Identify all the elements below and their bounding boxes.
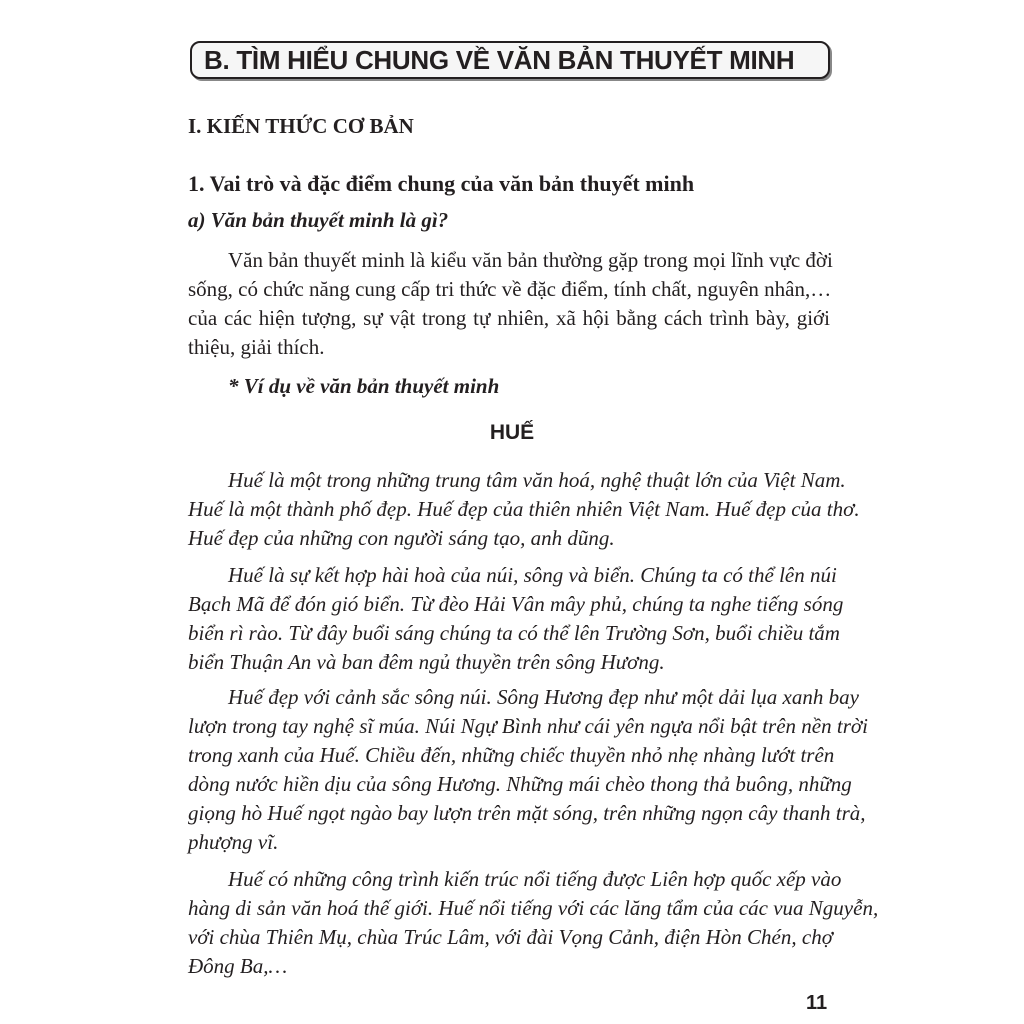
text-line: phượng vĩ. [188, 830, 279, 854]
page-number: 11 [806, 992, 828, 1014]
text-line: Bạch Mã để đón gió biển. Từ đèo Hải Vân mây phủ, chúng ta nghe tiếng sóng [188, 592, 844, 616]
intro-paragraph [188, 246, 833, 362]
text-line: sống, có chức năng cung cấp tri thức về đặc điểm, tính chất, nguyên nhân,… [188, 277, 832, 301]
text-line: của các hiện tượng, sự vật trong tự nhiên, xã hội bằng cách trình bày, giới [188, 306, 830, 330]
text-line: giọng hò Huế ngọt ngào bay lượn trên mặt sóng, trên những ngọn cây thanh trà, [188, 801, 866, 825]
text-line: với chùa Thiên Mụ, chùa Trúc Lâm, với đài Vọng Cảnh, điện Hòn Chén, chợ [188, 925, 833, 949]
example-title: HUẾ [489, 421, 535, 444]
example-paragraph [188, 683, 868, 857]
part-heading: I. KIẾN THỨC CƠ BẢN [188, 114, 414, 138]
example-label: * Ví dụ về văn bản thuyết minh [228, 374, 500, 398]
text-line: hàng di sản văn hoá thế giới. Huế nổi tiếng với các lăng tẩm của các vua Nguyễn, [188, 896, 879, 920]
subheading: 1. Vai trò và đặc điểm chung của văn bản thuyết minh [188, 171, 695, 196]
text-line: Huế đẹp với cảnh sắc sông núi. Sông Hương đẹp như một dải lụa xanh bay [228, 685, 859, 709]
text-line: Huế là sự kết hợp hài hoà của núi, sông và biển. Chúng ta có thể lên núi [228, 563, 837, 587]
text-line: biển Thuận An và ban đêm ngủ thuyền trên sông Hương. [188, 650, 665, 674]
text-line: Văn bản thuyết minh là kiểu văn bản thường gặp trong mọi lĩnh vực đời [228, 248, 833, 272]
text-line: Đông Ba,… [188, 954, 288, 978]
example-paragraph [188, 466, 860, 553]
section-heading-box [190, 41, 830, 79]
text-line: thiệu, giải thích. [188, 335, 325, 359]
text-line: Huế đẹp của những con người sáng tạo, anh dũng. [188, 526, 615, 550]
text-line: lượn trong tay nghệ sĩ múa. Núi Ngự Bình như cái yên ngựa nổi bật trên nền trời [188, 714, 868, 738]
text-line: Huế có những công trình kiến trúc nổi tiếng được Liên hợp quốc xếp vào [228, 867, 842, 891]
text-line: trong xanh của Huế. Chiều đến, những chiếc thuyền nhỏ nhẹ nhàng lướt trên [188, 743, 835, 767]
example-paragraph [188, 561, 844, 677]
text-line: Huế là một trong những trung tâm văn hoá, nghệ thuật lớn của Việt Nam. [228, 468, 846, 492]
text-line: biển rì rào. Từ đây buổi sáng chúng ta có thể lên Trường Sơn, buổi chiều tắm [188, 621, 840, 645]
section-heading: B. TÌM HIỂU CHUNG VỀ VĂN BẢN THUYẾT MINH [204, 45, 795, 75]
text-line: dòng nước hiền dịu của sông Hương. Những mái chèo thong thả buông, những [188, 772, 852, 796]
question-heading: a) Văn bản thuyết minh là gì? [188, 208, 449, 232]
text-line: Huế là một thành phố đẹp. Huế đẹp của thiên nhiên Việt Nam. Huế đẹp của thơ. [188, 497, 860, 521]
example-paragraph [188, 865, 879, 981]
